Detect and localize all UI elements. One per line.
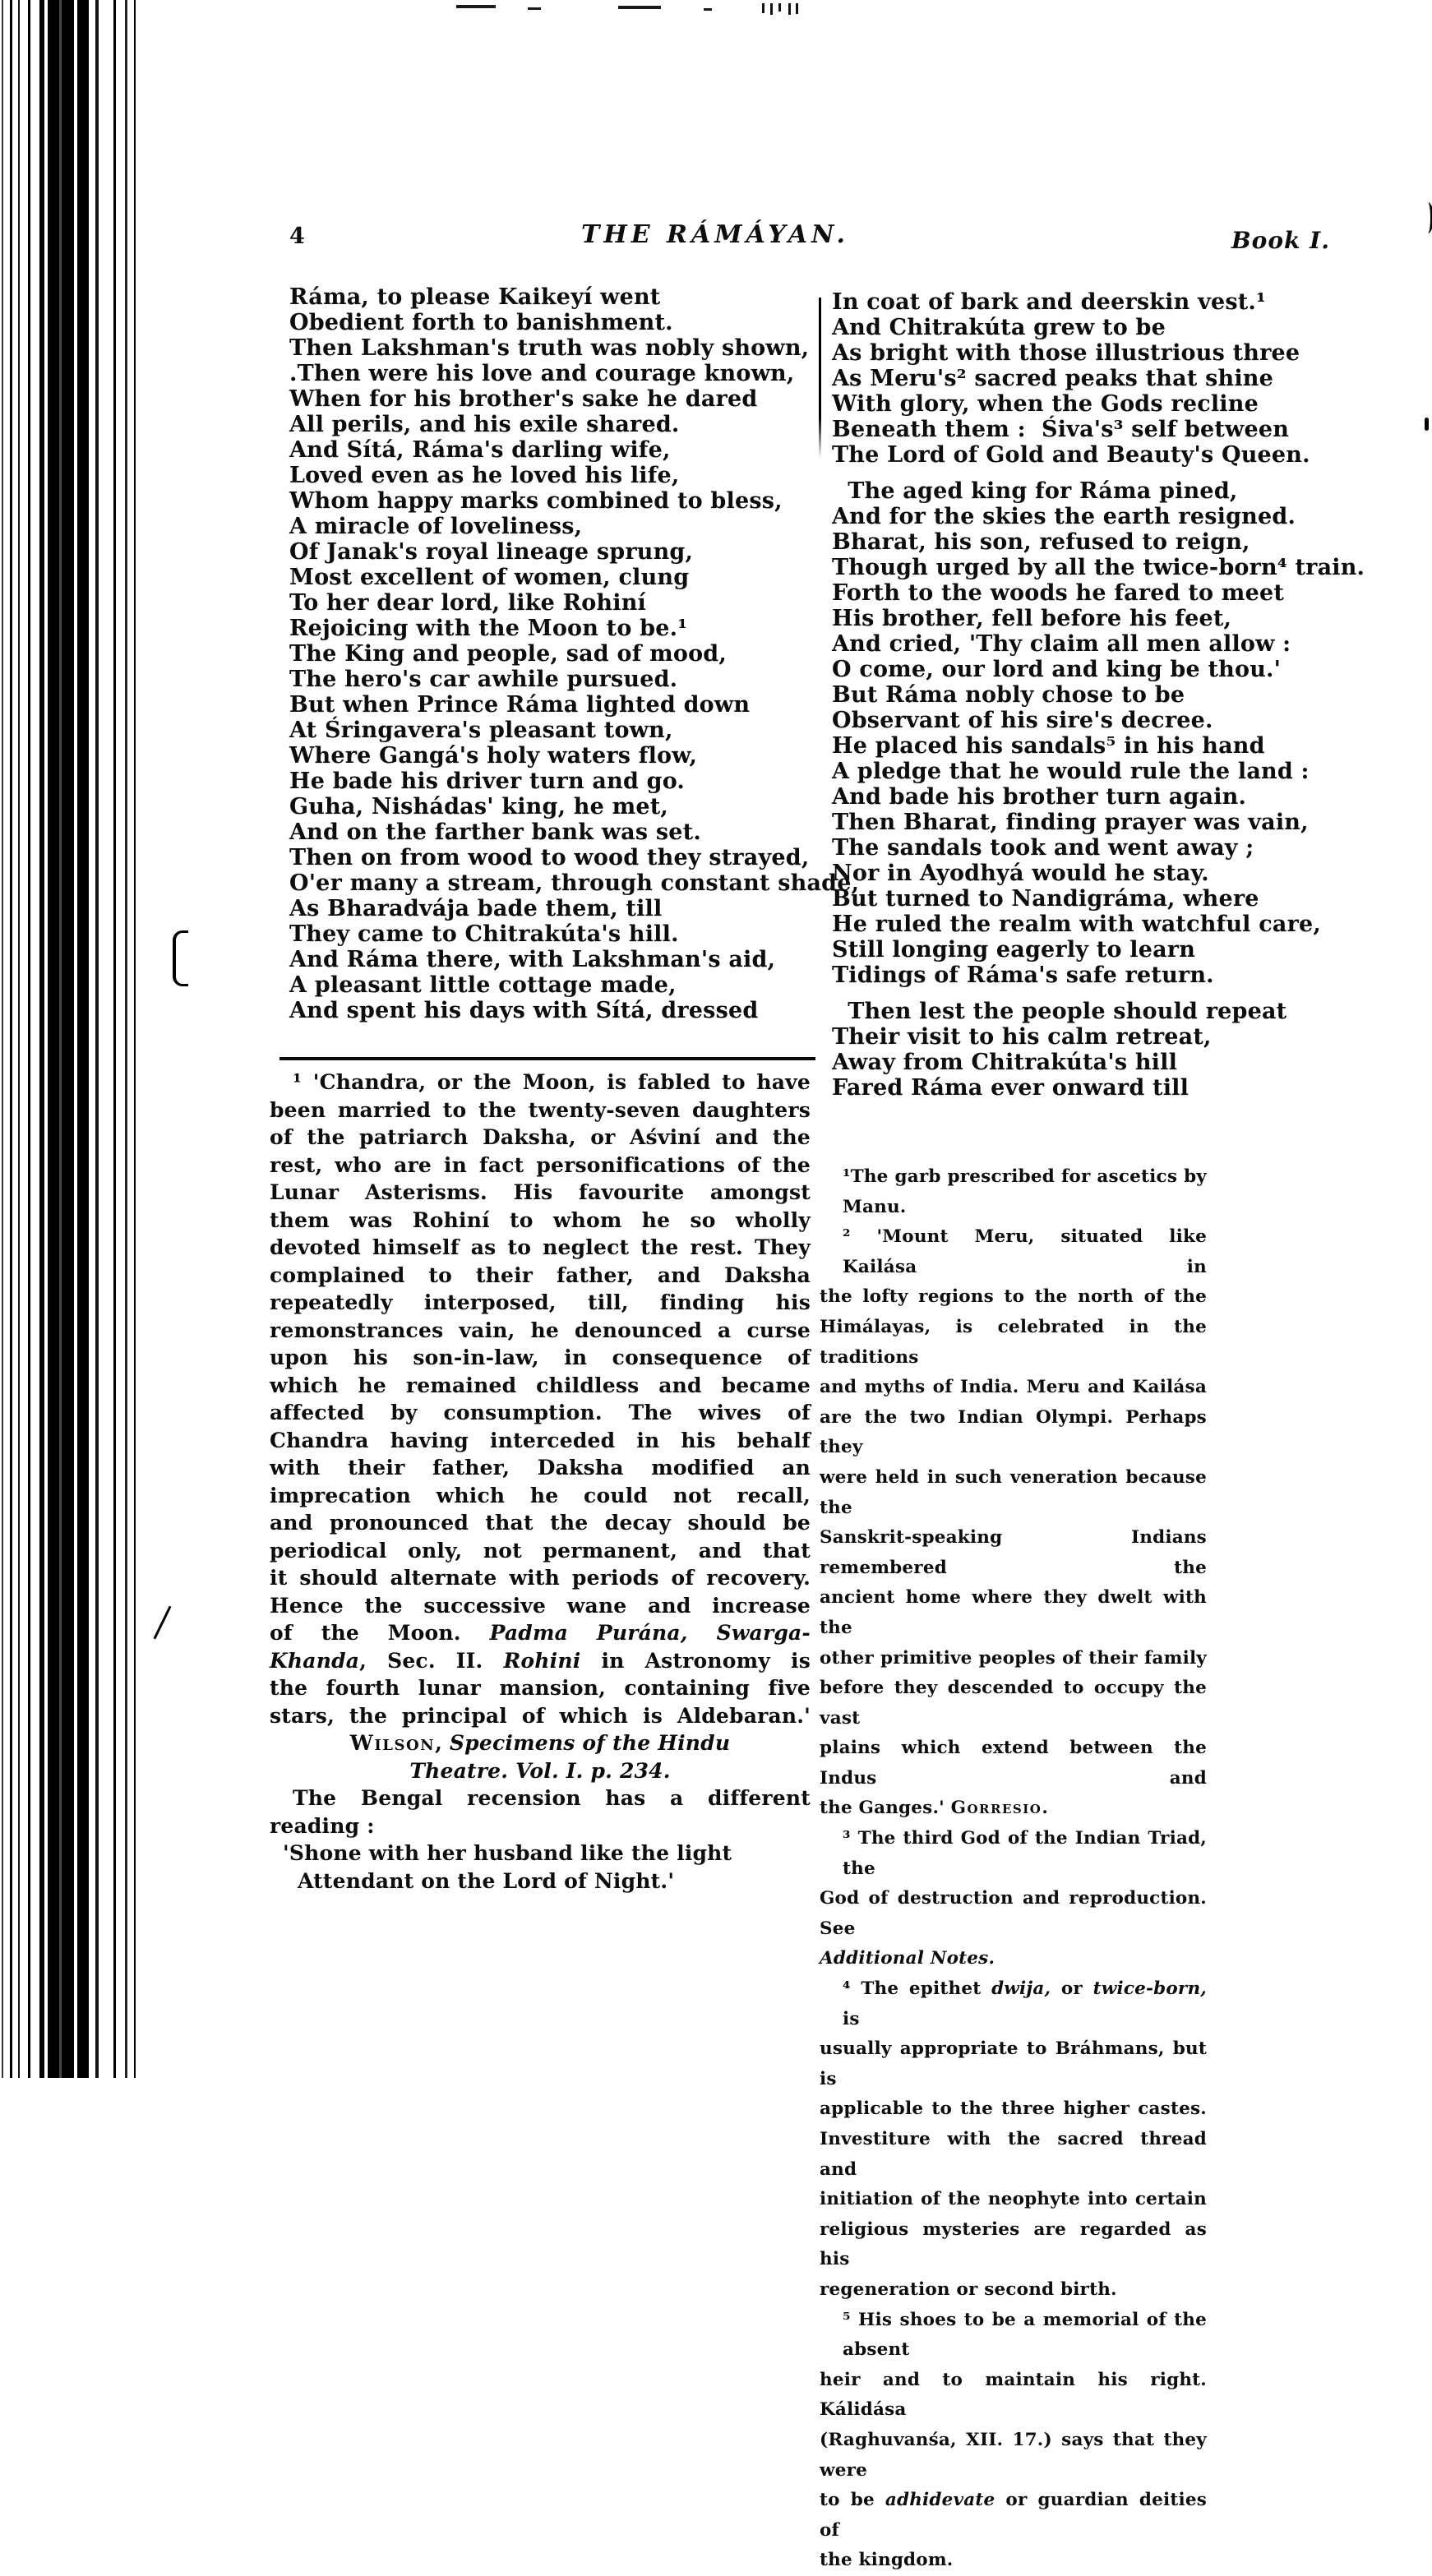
verse-line: Loved even as he loved his life, bbox=[289, 463, 680, 488]
left-verse-column bbox=[289, 284, 860, 1023]
italic-run: dwija, bbox=[991, 1978, 1051, 2000]
footnote-line: ³ The third God of the Indian Triad, the bbox=[843, 1828, 1207, 1879]
footnote-line: the lofty regions to the north of the bbox=[820, 1286, 1207, 1308]
footnote-line: applicable to the three higher castes. bbox=[820, 2098, 1207, 2120]
verse-line: A pleasant little cottage made, bbox=[289, 972, 677, 998]
footnote-line: repeatedly interposed, till, finding his bbox=[270, 1290, 811, 1314]
verse-line: At Śringavera's pleasant town, bbox=[289, 718, 673, 743]
footnote-line: (Raghuvanśa, XII. 17.) says that they were bbox=[820, 2429, 1207, 2481]
scan-artifact bbox=[770, 3, 773, 15]
verse-line: Forth to the woods he fared to meet bbox=[832, 580, 1285, 606]
footnote-line: usually appropriate to Bráhmans, but is bbox=[820, 2038, 1207, 2089]
verse-line: Observant of his sire's decree. bbox=[832, 708, 1213, 733]
footnote-line: God of destruction and reproduction. See bbox=[820, 1888, 1207, 1939]
footnote-line: regeneration or second birth. bbox=[820, 2278, 1117, 2300]
footnote-line: devoted himself as to neglect the rest. They bbox=[270, 1235, 811, 1259]
verse-line: Ráma, to please Kaikeyí went bbox=[289, 284, 661, 310]
footnote-line: rest, who are in fact personifications of the bbox=[270, 1152, 811, 1177]
footnote-line: before they descended to occupy the vast bbox=[820, 1678, 1207, 1729]
footnote-line bbox=[270, 1757, 811, 1785]
verse-line: And for the skies the earth resigned. bbox=[832, 504, 1296, 529]
smallcaps-run: Gorresio. bbox=[950, 1798, 1050, 1819]
footnote-line: periodical only, not permanent, and that bbox=[270, 1538, 811, 1563]
scan-artifact bbox=[788, 3, 791, 15]
verse-line: To her dear lord, like Rohiní bbox=[289, 590, 647, 616]
scan-artifact bbox=[796, 3, 798, 14]
scan-artifact bbox=[173, 930, 188, 986]
footnote-line: stars, the principal of which is Aldebaran.' bbox=[270, 1703, 811, 1728]
footnote-line: which he remained childless and became bbox=[270, 1373, 811, 1397]
book-binding-edge bbox=[0, 0, 140, 2078]
verse-line: His brother, fell before his feet, bbox=[832, 606, 1232, 631]
footnote-line: remonstrances vain, he denounced a curse bbox=[270, 1318, 811, 1342]
right-verse-column bbox=[832, 289, 1365, 1101]
left-footnotes bbox=[270, 1069, 811, 1895]
verse-line: The Lord of Gold and Beauty's Queen. bbox=[832, 442, 1310, 468]
scan-artifact bbox=[778, 3, 781, 12]
footnote-rule bbox=[279, 1057, 815, 1060]
verse-line: Then on from wood to wood they strayed, bbox=[289, 845, 810, 870]
footnote-line: ⁵ His shoes to be a memorial of the absent bbox=[843, 2309, 1207, 2361]
scan-artifact bbox=[618, 6, 661, 9]
verse-line: O'er many a stream, through constant shade, bbox=[289, 870, 860, 896]
verse-line: And cried, 'Thy claim all men allow : bbox=[832, 631, 1291, 657]
footnote-line: initiation of the neophyte into certain bbox=[820, 2189, 1207, 2210]
verse-line: The sandals took and went away ; bbox=[832, 835, 1254, 861]
footnote-line: are the two Indian Olympi. Perhaps they bbox=[820, 1406, 1207, 1458]
verse-line: All perils, and his exile shared. bbox=[289, 412, 680, 437]
text-run: the Ganges.' bbox=[820, 1798, 951, 1819]
footnote-line: Lunar Asterisms. His favourite amongst bbox=[270, 1180, 811, 1204]
italic-run: Theatre. Vol. I. p. 234. bbox=[409, 1758, 671, 1783]
footnote-line: Investiture with the sacred thread and bbox=[820, 2129, 1207, 2180]
text-run: is bbox=[843, 2008, 860, 2029]
verse-line: Still longing eagerly to learn bbox=[832, 937, 1196, 963]
scan-artifact bbox=[1425, 418, 1429, 431]
verse-line: And Ráma there, with Lakshman's aid, bbox=[289, 947, 776, 972]
footnote-line: Hence the successive wane and increase bbox=[270, 1593, 811, 1618]
footnote-line: with their father, Daksha modified an bbox=[270, 1456, 811, 1480]
verse-line: With glory, when the Gods recline bbox=[832, 391, 1259, 417]
footnote-line: were held in such veneration because the bbox=[820, 1466, 1207, 1518]
italic-run: Additional Notes. bbox=[820, 1948, 995, 1969]
scan-artifact bbox=[1422, 202, 1432, 233]
footnote-line: and myths of India. Meru and Kailása bbox=[820, 1377, 1207, 1398]
footnote-line: it should alternate with periods of recovery. bbox=[270, 1566, 811, 1590]
italic-run: adhidevate bbox=[885, 2490, 995, 2511]
scan-artifact bbox=[704, 8, 712, 11]
verse-line: In coat of bark and deerskin vest.¹ bbox=[832, 289, 1267, 315]
verse-line: Rejoicing with the Moon to be.¹ bbox=[289, 616, 688, 641]
footnote-line: of the patriarch Daksha, or Aśviní and the bbox=[270, 1125, 811, 1149]
footnote-line bbox=[270, 1619, 811, 1647]
footnote-line: Himálayas, is celebrated in the traditions bbox=[820, 1316, 1207, 1368]
footnote-line bbox=[820, 1944, 1207, 1974]
footnote-line: imprecation which he could not recall, bbox=[270, 1483, 811, 1507]
book-label: Book I. bbox=[1231, 227, 1331, 254]
footnote-line: ¹ 'Chandra, or the Moon, is fabled to have bbox=[293, 1070, 811, 1094]
verse-line: Nor in Ayodhyá would he stay. bbox=[832, 861, 1209, 886]
verse-line: The King and people, sad of mood, bbox=[289, 641, 727, 667]
verse-line: Of Janak's royal lineage sprung, bbox=[289, 539, 694, 565]
italic-run: Rohini bbox=[503, 1648, 581, 1673]
footnote-line bbox=[820, 1794, 1207, 1824]
verse-line: Then lest the people should repeat bbox=[832, 999, 1287, 1024]
text-run: , bbox=[435, 1731, 450, 1755]
verse-line: A pledge that he would rule the land : bbox=[832, 759, 1310, 784]
footnote-line: ² 'Mount Meru, situated like Kailása in bbox=[843, 1226, 1207, 1277]
footnote-line: Chandra having interceded in his behalf bbox=[270, 1428, 811, 1452]
verse-line: As Bharadvája bade them, till bbox=[289, 896, 663, 921]
verse-line: And Chitrakúta grew to be bbox=[832, 315, 1166, 340]
verse-line: Then Lakshman's truth was nobly shown, bbox=[289, 335, 810, 361]
footnote-line: the kingdom. bbox=[820, 2550, 954, 2571]
scan-artifact bbox=[528, 7, 541, 10]
text-run: in Astronomy is bbox=[580, 1648, 811, 1673]
verse-line: Beneath them : Śiva's³ self between bbox=[832, 417, 1290, 442]
verse-line: Most excellent of women, clung bbox=[289, 565, 690, 590]
verse-line: They came to Chitrakúta's hill. bbox=[289, 921, 679, 947]
text-run: ⁴ The epithet bbox=[843, 1978, 992, 2000]
footnote-line: plains which extend between the Indus and bbox=[820, 1738, 1207, 1789]
column-divider-rule bbox=[819, 298, 821, 458]
verse-line: As Meru's² sacred peaks that shine bbox=[832, 366, 1274, 391]
verse-line: The aged king for Ráma pined, bbox=[832, 478, 1238, 504]
footnote-line: ancient home where they dwelt with the bbox=[820, 1587, 1207, 1638]
verse-line: And spent his days with Sítá, dressed bbox=[289, 998, 759, 1023]
verse-line: And on the farther bank was set. bbox=[289, 819, 701, 845]
smallcaps-run: Wilson bbox=[349, 1731, 436, 1755]
verse-line: Whom happy marks combined to bless, bbox=[289, 488, 783, 514]
verse-line: As bright with those illustrious three bbox=[832, 340, 1300, 366]
footnote-line: Attendant on the Lord of Night.' bbox=[298, 1868, 675, 1893]
scan-artifact bbox=[456, 5, 496, 8]
footnote-line: the fourth lunar mansion, containing five bbox=[270, 1676, 811, 1700]
verse-line: Though urged by all the twice-born⁴ train. bbox=[832, 555, 1365, 580]
footnote-line: and pronounced that the decay should be bbox=[270, 1511, 811, 1535]
verse-line: Guha, Nishádas' king, he met, bbox=[289, 794, 669, 819]
footnote-line: ¹The garb prescribed for ascetics by Manu. bbox=[843, 1166, 1207, 1217]
footnote-line: upon his son-in-law, in consequence of bbox=[270, 1346, 811, 1369]
footnote-line bbox=[820, 2486, 1207, 2546]
footnote-line: reading : bbox=[270, 1813, 375, 1838]
page-number: 4 bbox=[289, 224, 305, 249]
verse-line: Away from Chitrakúta's hill bbox=[832, 1050, 1178, 1075]
text-run: , Sec. II. bbox=[359, 1648, 504, 1673]
verse-line: And bade his brother turn again. bbox=[832, 784, 1247, 810]
verse-line: When for his brother's sake he dared bbox=[289, 386, 758, 412]
verse-line: He ruled the realm with watchful care, bbox=[832, 912, 1321, 937]
verse-line: He placed his sandals⁵ in his hand bbox=[832, 733, 1265, 759]
footnote-line: The Bengal recension has a different bbox=[293, 1786, 811, 1810]
verse-line: But when Prince Ráma lighted down bbox=[289, 692, 751, 718]
verse-line: Their visit to his calm retreat, bbox=[832, 1024, 1212, 1050]
italic-run: Khanda bbox=[270, 1648, 360, 1673]
scan-artifact bbox=[762, 3, 765, 13]
verse-line: O come, our lord and king be thou.' bbox=[832, 657, 1282, 682]
footnote-line: Sanskrit-speaking Indians remembered the bbox=[820, 1527, 1207, 1578]
text-run: of the Moon. bbox=[270, 1621, 490, 1645]
text-run: or guardian deities of bbox=[820, 2490, 1207, 2541]
footnote-line bbox=[820, 1974, 1207, 2034]
scan-artifact bbox=[154, 1606, 172, 1640]
verse-line: The hero's car awhile pursued. bbox=[289, 667, 678, 692]
verse-line: Obedient forth to banishment. bbox=[289, 310, 673, 335]
footnote-line: religious mysteries are regarded as his bbox=[820, 2218, 1207, 2270]
right-footnotes bbox=[820, 1162, 1207, 2576]
verse-line: Bharat, his son, refused to reign, bbox=[832, 529, 1250, 555]
verse-line: And Sítá, Ráma's darling wife, bbox=[289, 437, 671, 463]
footnote-line: heir and to maintain his right. Kálidása bbox=[820, 2369, 1207, 2421]
verse-line: He bade his driver turn and go. bbox=[289, 769, 686, 794]
verse-line: Tidings of Ráma's safe return. bbox=[832, 963, 1214, 988]
footnote-line: been married to the twenty-seven daughters bbox=[270, 1097, 811, 1122]
text-run: or bbox=[1051, 1978, 1093, 2000]
verse-line: Fared Ráma ever onward till bbox=[832, 1075, 1189, 1101]
footnote-line bbox=[270, 1647, 811, 1675]
running-title: THE RÁMÁYAN. bbox=[581, 220, 849, 249]
text-run: to be bbox=[820, 2490, 885, 2511]
footnote-line: them was Rohiní to whom he so wholly bbox=[270, 1207, 811, 1232]
footnote-line: affected by consumption. The wives of bbox=[270, 1401, 811, 1424]
verse-line: .Then were his love and courage known, bbox=[289, 361, 795, 386]
footnote-line: other primitive peoples of their family bbox=[820, 1647, 1207, 1669]
verse-line: But turned to Nandigráma, where bbox=[832, 886, 1259, 912]
italic-run: twice-born, bbox=[1092, 1978, 1207, 2000]
footnote-line: complained to their father, and Daksha bbox=[270, 1263, 811, 1287]
footnote-line bbox=[270, 1729, 811, 1757]
verse-line: Where Gangá's holy waters flow, bbox=[289, 743, 698, 769]
verse-line: Then Bharat, finding prayer was vain, bbox=[832, 810, 1309, 835]
footnote-line: 'Shone with her husband like the light bbox=[283, 1841, 732, 1865]
italic-run: Specimens of the Hindu bbox=[449, 1731, 731, 1755]
verse-line: But Ráma nobly chose to be bbox=[832, 682, 1185, 708]
verse-line: A miracle of loveliness, bbox=[289, 514, 583, 539]
italic-run: Padma Purána, Swarga- bbox=[489, 1621, 811, 1645]
